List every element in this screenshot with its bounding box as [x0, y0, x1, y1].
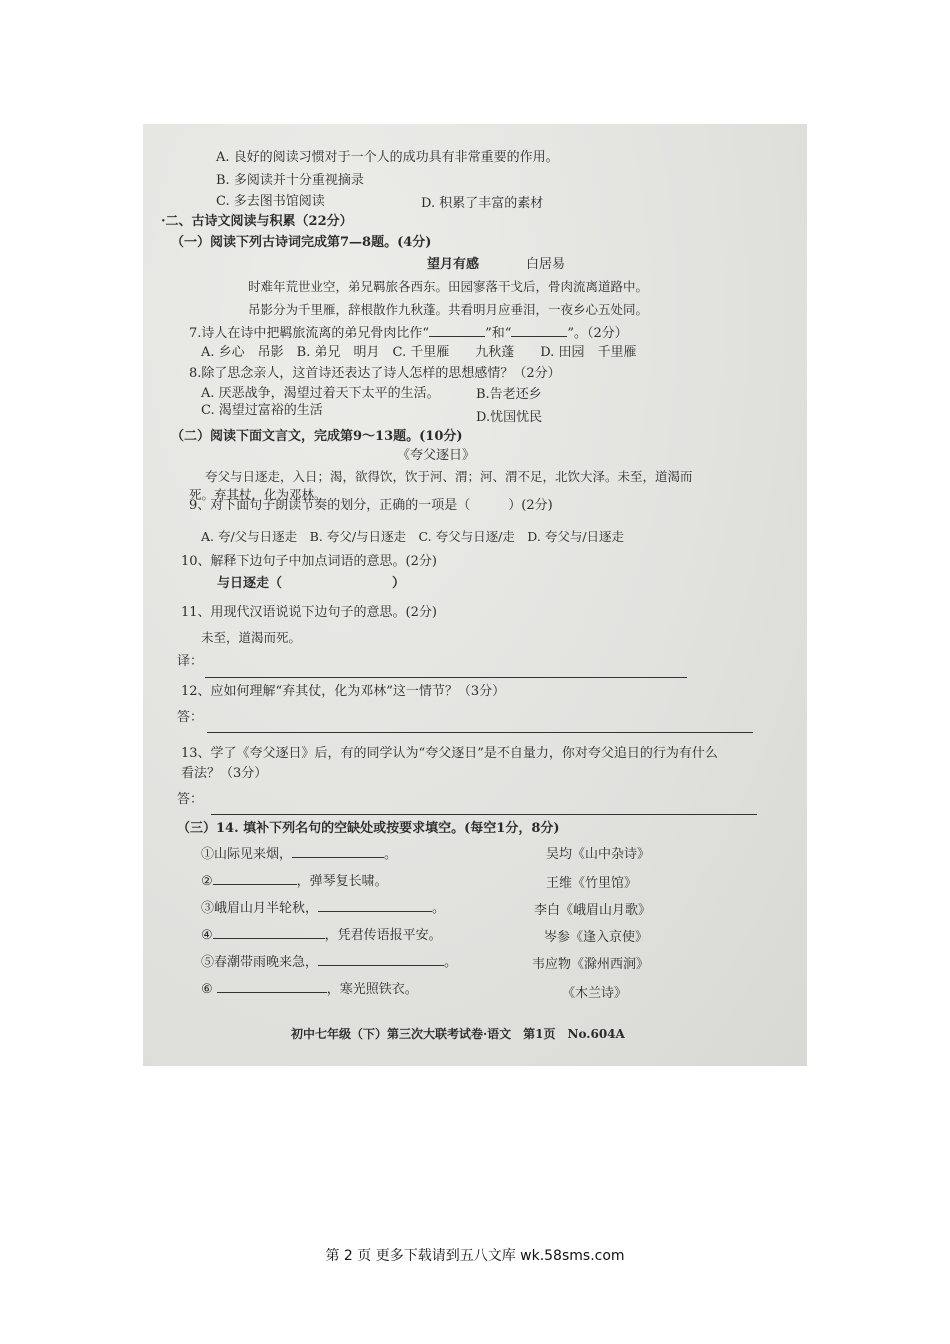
fill-1-text: ①山际见来烟， [201, 847, 293, 862]
question-8: 8.除了思念亲人，这首诗还表达了诗人怎样的思想感情？（2分） [189, 366, 561, 381]
q7-text: 7.诗人在诗中把羁旅流离的弟兄骨肉比作“ [189, 326, 430, 341]
fill-3-end: 。 [432, 901, 446, 916]
poem-fill-4 [201, 926, 442, 944]
fill-1-source: 吴均《山中杂诗》 [546, 847, 651, 862]
q10-close: ） [392, 576, 406, 591]
fill-2-num: ② [201, 874, 213, 889]
q8-option-d: D.忧国忧民 [476, 410, 543, 425]
poem-title: 望月有感 [427, 257, 480, 272]
q13-answer-label: 答： [177, 792, 204, 807]
poem-fill-2 [201, 872, 388, 890]
fill-5-source: 韦应物《滁州西涧》 [532, 957, 650, 972]
fill-2-blank[interactable] [213, 872, 297, 885]
fill-3-blank[interactable] [318, 899, 432, 912]
fill-4-text: ，凭君传语报平安。 [324, 928, 442, 943]
q7-mid: ”和“ [485, 326, 512, 341]
q13-answer-line[interactable] [211, 814, 757, 815]
question-10: 10、解释下边句子中加点词语的意思。(2分) [181, 554, 437, 569]
q10-text: 与日逐走（ [217, 576, 283, 591]
fill-4-blank[interactable] [213, 926, 325, 939]
classical-text-line-1: 夸父与日逐走，入日；渴，欲得饮，饮于河、渭；河、渭不足，北饮大泽。未至，道渴而 [205, 469, 693, 484]
q9-score: ）(2分) [508, 498, 553, 513]
fill-6-source: 《木兰诗》 [562, 986, 628, 1001]
poem-fill-5 [201, 953, 457, 971]
subsection-2-heading: （二）阅读下面文言文，完成第9～13题。(10分) [171, 429, 463, 444]
question-13-line-2: 看法？（3分） [181, 766, 268, 781]
classical-text-line-2: 死。弃其杖，化为邓林。 [189, 487, 327, 502]
q12-answer-line[interactable] [207, 732, 753, 733]
fill-4-num: ④ [201, 928, 213, 943]
q12-answer-label: 答： [177, 710, 204, 725]
question-9 [189, 498, 553, 514]
q7-end: ”。（2分） [567, 326, 628, 341]
fill-4-source: 岑参《逢入京使》 [544, 930, 649, 945]
fill-6-text: ，寒光照铁衣。 [326, 982, 418, 997]
q11-sentence: 未至，道渴而死。 [201, 630, 302, 645]
fill-2-text: ，弹琴复长啸。 [296, 874, 388, 889]
subsection-3-heading: （三）14. 填补下列名句的空缺处或按要求填空。(每空1分，8分) [177, 821, 560, 836]
fill-3-text: ③峨眉山月半轮秋， [201, 901, 319, 916]
option-b: B. 多阅读并十分重视摘录 [216, 173, 364, 188]
question-9-options: A. 夸/父与日逐走 B. 夸父/与日逐走 C. 夸父与日逐/走 D. 夸父与/日逐走 [201, 529, 625, 544]
fill-3-source: 李白《峨眉山月歌》 [534, 903, 652, 918]
question-7 [189, 324, 628, 342]
q10-phrase [217, 576, 405, 592]
question-7-options: A. 乡心 吊影 B. 弟兄 明月 C. 千里雁 九秋蓬 D. 田园 千里雁 [201, 345, 637, 360]
poem-fill-6 [201, 980, 418, 998]
fill-6-blank[interactable] [217, 980, 327, 993]
q8-option-b: B.告老还乡 [476, 387, 542, 402]
q9-text: 9、对下面句子朗读节奏的划分，正确的一项是（ [189, 498, 471, 513]
fill-2-source: 王维《竹里馆》 [546, 876, 638, 891]
poem-line-2: 吊影分为千里雁，辞根散作九秋蓬。共看明月应垂泪，一夜乡心五处同。 [248, 302, 649, 317]
classical-text-title: 《夸父逐日》 [397, 448, 476, 463]
q11-answer-line[interactable] [205, 677, 687, 678]
question-11: 11、用现代汉语说说下边句子的意思。(2分) [181, 605, 437, 620]
q7-blank-2[interactable] [511, 324, 567, 337]
subsection-1-heading: （一）阅读下列古诗词完成第7—8题。(4分) [171, 235, 432, 250]
question-13-line-1: 13、学了《夸父逐日》后，有的同学认为“夸父逐日”是不自量力，你对夸父追日的行为有什么 [181, 746, 718, 761]
poem-line-1: 时难年荒世业空，弟兄羁旅各西东。田园寥落干戈后，骨肉流离道路中。 [248, 279, 649, 294]
page-caption: 第 2 页 更多下载请到五八文库 wk.58sms.com [325, 1248, 625, 1264]
poem-fill-3 [201, 899, 445, 917]
option-d: D. 积累了丰富的素材 [421, 196, 544, 211]
question-12: 12、应如何理解“弃其仗，化为邓林”这一情节？（3分） [181, 684, 506, 699]
q11-translate-label: 译： [177, 654, 204, 669]
option-c: C. 多去图书馆阅读 [216, 194, 325, 209]
q8-option-c: C. 渴望过富裕的生活 [201, 403, 323, 418]
poem-author: 白居易 [526, 257, 566, 272]
exam-photo [143, 124, 807, 1066]
q7-blank-1[interactable] [429, 324, 485, 337]
section-2-heading: ·二、古诗文阅读与积累（22分） [161, 214, 353, 229]
fill-5-blank[interactable] [318, 953, 444, 966]
fill-1-blank[interactable] [292, 845, 384, 858]
option-a: A. 良好的阅读习惯对于一个人的成功具有非常重要的作用。 [216, 150, 559, 165]
fill-5-end: 。 [444, 955, 458, 970]
q8-option-a: A. 厌恶战争，渴望过着天下太平的生活。 [201, 386, 440, 401]
fill-5-text: ⑤春潮带雨晚来急， [201, 955, 319, 970]
fill-6-num: ⑥ [201, 982, 213, 997]
exam-footer: 初中七年级（下）第三次大联考试卷·语文 第1页 No.604A [291, 1027, 625, 1041]
fill-1-end: 。 [384, 847, 398, 862]
poem-fill-1 [201, 845, 397, 863]
